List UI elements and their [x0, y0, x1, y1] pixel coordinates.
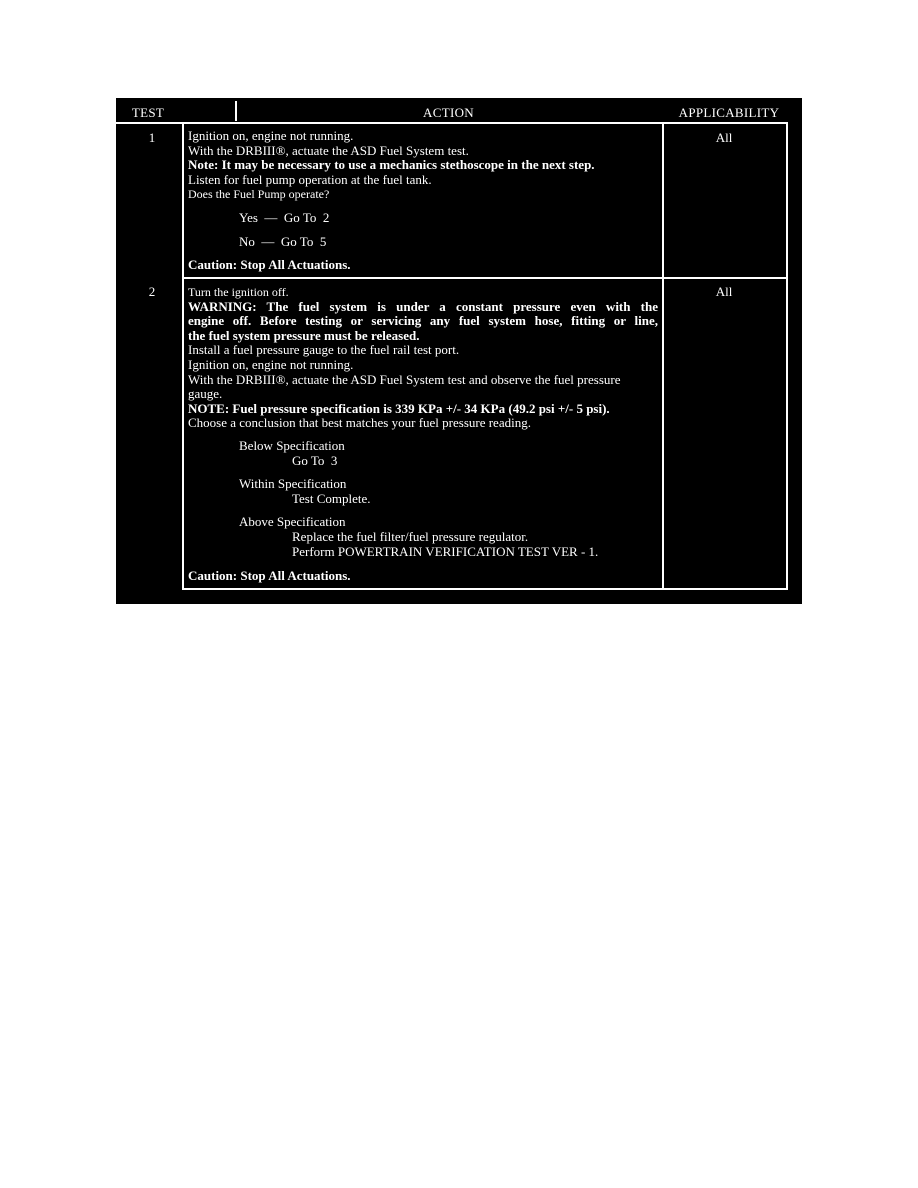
row-2-action — [188, 285, 658, 584]
row-2-warning: WARNING: The fuel system is under a constant pressure even with the — [188, 298, 658, 314]
row-1-note: Note: It may be necessary to use a mechanics stethoscope in the next step. — [188, 157, 595, 173]
row-2-test-number: 2 — [148, 284, 156, 299]
row-2-line: Ignition on, engine not running. — [188, 356, 354, 372]
row-2-caution: Caution: Stop All Actuations. — [188, 568, 351, 584]
row-2-warning: engine off. Before testing or servicing any fuel system hose, fitting or line, — [188, 313, 658, 329]
row-2-above-action: Perform POWERTRAIN VERIFICATION TEST VER - 1. — [292, 543, 599, 559]
row-1-line: With the DRBIII®, actuate the ASD Fuel System test. — [188, 142, 469, 158]
row-2-above-spec: Above Specification — [239, 514, 346, 530]
row-1-action — [188, 129, 658, 273]
row-2-above-action: Replace the fuel filter/fuel pressure regulator. — [292, 528, 529, 544]
header-rule — [116, 122, 788, 124]
row-divider — [182, 277, 788, 279]
row-2-below-action: Go To 3 — [292, 452, 338, 468]
row-2-line: Install a fuel pressure gauge to the fuel rail test port. — [188, 342, 460, 358]
row-2-applicability: All — [715, 284, 733, 299]
row-1-caution: Caution: Stop All Actuations. — [188, 257, 351, 273]
row-1-yes-option: Yes — Go To 2 — [239, 209, 330, 225]
row-1-question: Does the Fuel Pump operate? — [188, 187, 330, 202]
diagnostic-table — [116, 98, 802, 604]
row-2-within-spec: Within Specification — [239, 476, 347, 492]
header-applicability: APPLICABILITY — [664, 98, 794, 124]
header-divider — [235, 101, 237, 121]
row-2-within-action: Test Complete. — [292, 490, 371, 506]
row-2-line: Choose a conclusion that best matches your fuel pressure reading. — [188, 415, 531, 431]
row-2-line: With the DRBIII®, actuate the ASD Fuel System test and observe the fuel pressure — [188, 371, 621, 387]
row-1-test-number: 1 — [148, 130, 156, 145]
table-right-border — [786, 122, 788, 590]
column-divider-test — [182, 122, 184, 590]
row-1-line: Listen for fuel pump operation at the fuel tank. — [188, 171, 432, 187]
header-action: ACTION — [236, 98, 661, 124]
row-1-line: Ignition on, engine not running. — [188, 128, 354, 143]
row-2-line: Turn the ignition off. — [188, 285, 289, 299]
row-2-warning: the fuel system pressure must be released. — [188, 327, 420, 343]
row-1-no-option: No — Go To 5 — [239, 233, 327, 249]
row-1-applicability: All — [715, 130, 733, 145]
table-bottom-rule — [182, 588, 788, 590]
row-2-below-spec: Below Specification — [239, 437, 345, 453]
row-2-note: NOTE: Fuel pressure specification is 339 KPa +/- 34 KPa (49.2 psi +/- 5 psi). — [188, 400, 610, 416]
column-divider-applicability — [662, 122, 664, 590]
row-2-line: gauge. — [188, 386, 223, 402]
header-test: TEST — [116, 98, 180, 124]
